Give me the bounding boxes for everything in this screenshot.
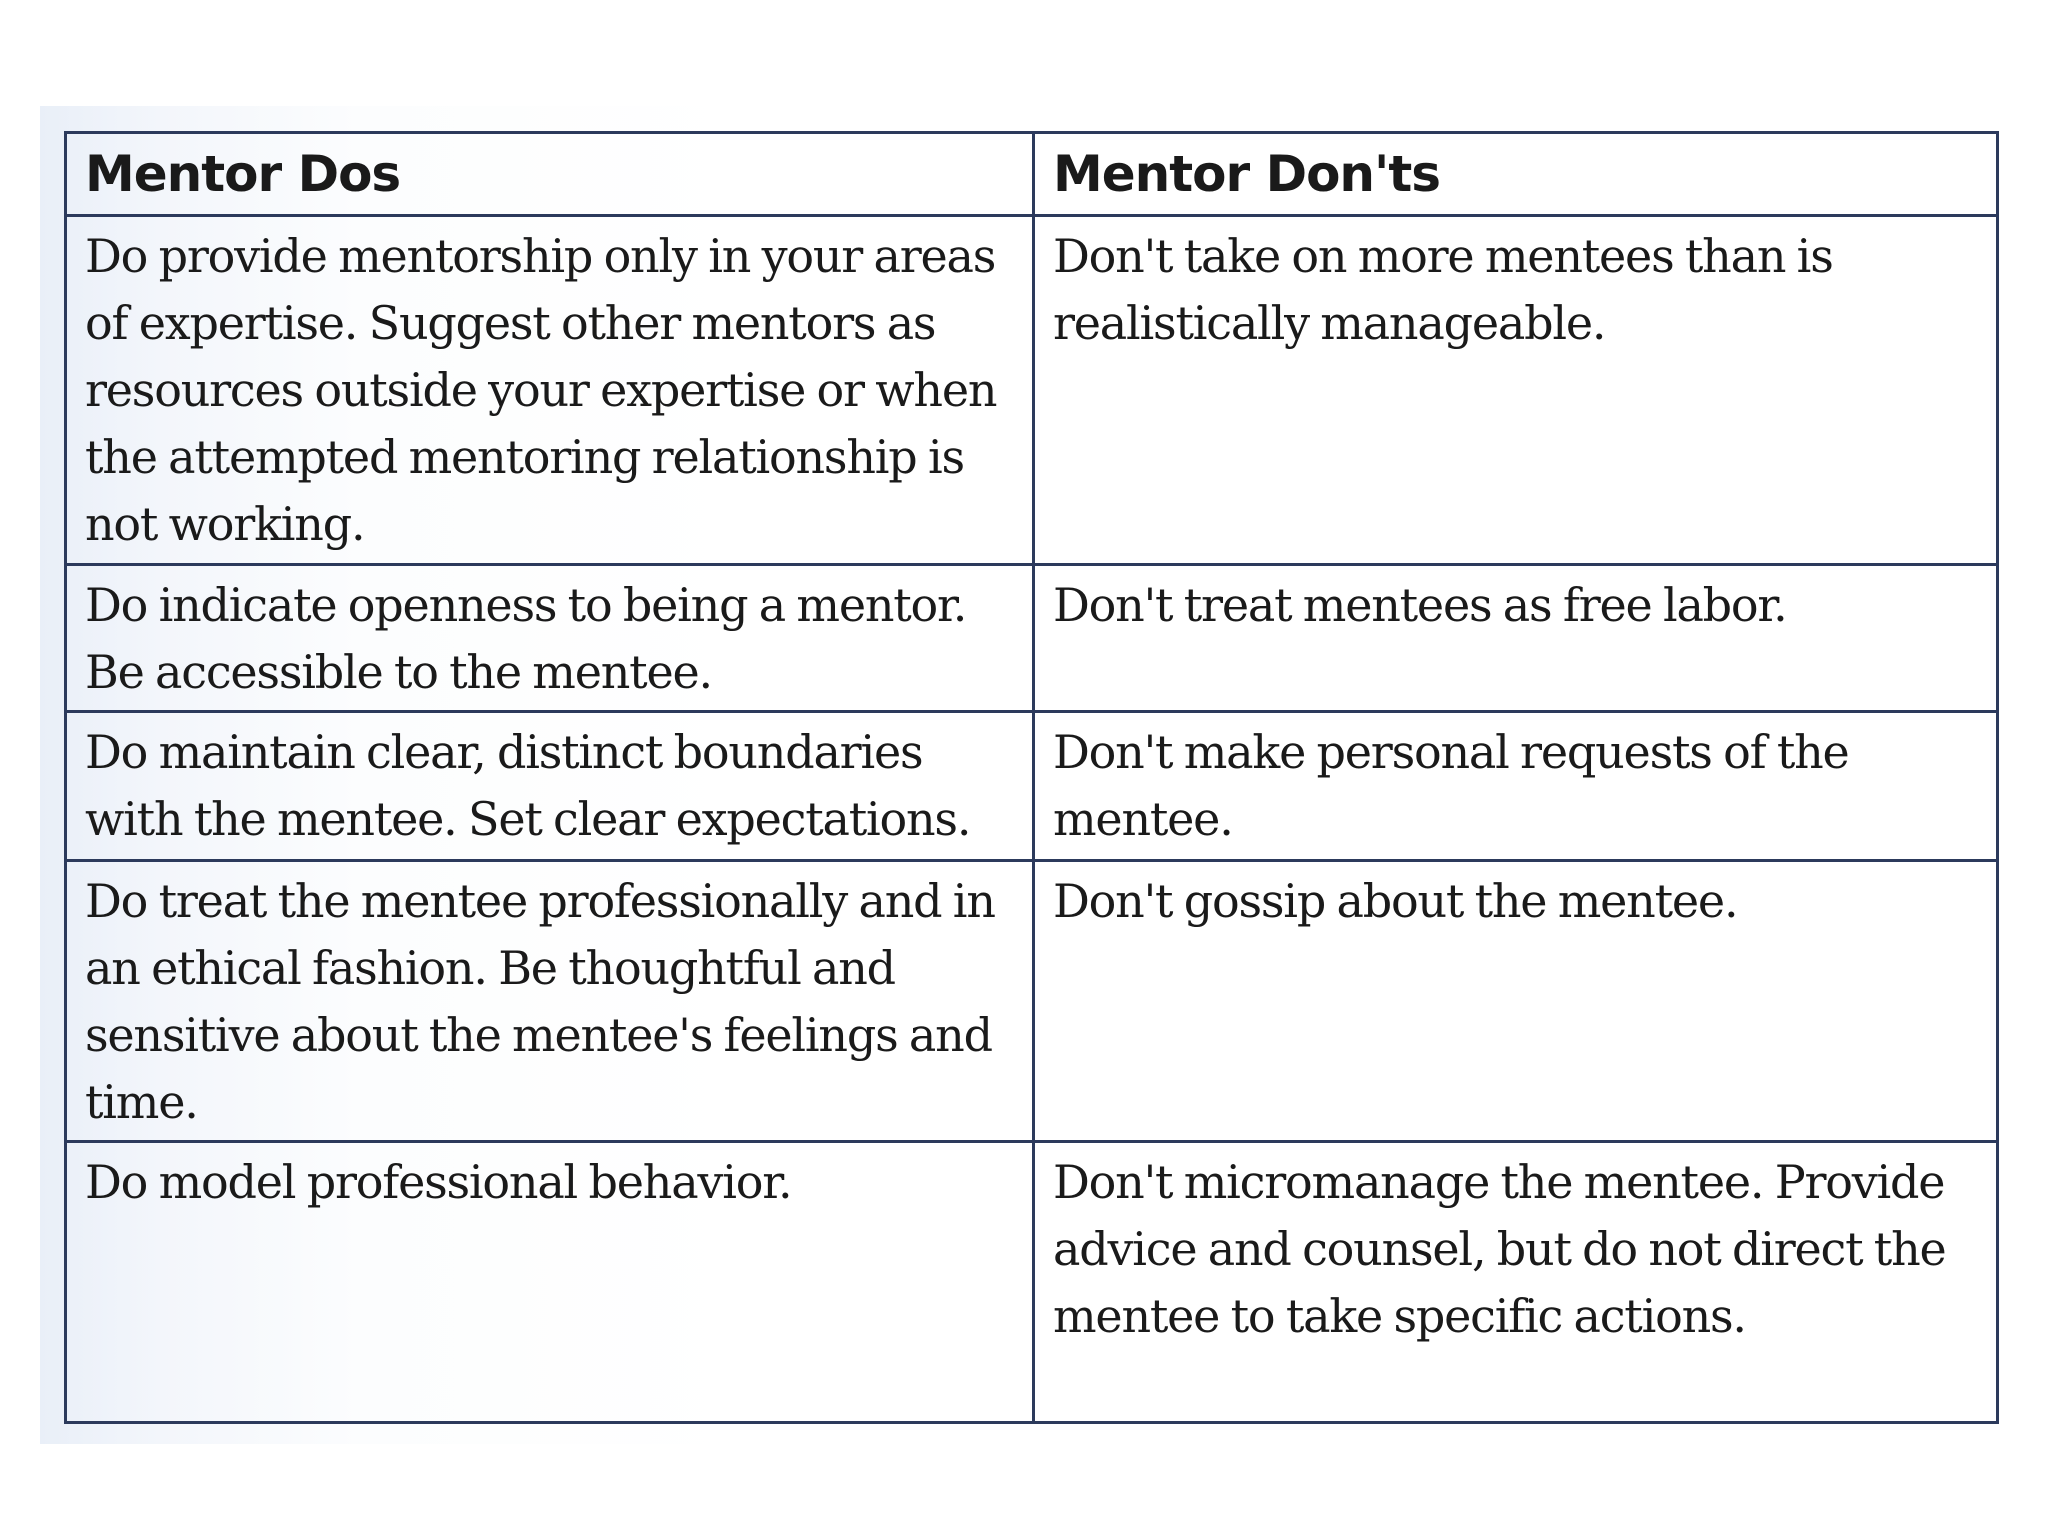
table-row (66, 712, 1998, 861)
table-row (66, 1142, 1998, 1423)
table-row (66, 216, 1998, 565)
do-cell: Do maintain clear, distinct boundaries with the mentee. Set clear expectations. (66, 712, 1034, 861)
table-row (66, 861, 1998, 1142)
do-cell: Do treat the mentee professionally and in an ethical fashion. Be thoughtful and sensitive about the mentee's feelings and time. (66, 861, 1034, 1142)
header-row (66, 133, 1998, 216)
do-cell: Do model professional behavior. (66, 1142, 1034, 1423)
header-mentor-donts: Mentor Don'ts (1034, 133, 1998, 216)
dont-cell: Don't gossip about the mentee. (1034, 861, 1998, 1142)
do-cell: Do indicate openness to being a mentor. Be accessible to the mentee. (66, 565, 1034, 712)
table-row (66, 565, 1998, 712)
dont-cell: Don't take on more mentees than is realistically manageable. (1034, 216, 1998, 565)
dont-cell: Don't micromanage the mentee. Provide advice and counsel, but do not direct the mentee to take specific actions. (1034, 1142, 1998, 1423)
do-cell: Do provide mentorship only in your areas of expertise. Suggest other mentors as resources outside your expertise or when the attempted mentoring relationship is not working. (66, 216, 1034, 565)
dont-cell: Don't treat mentees as free labor. (1034, 565, 1998, 712)
header-mentor-dos: Mentor Dos (66, 133, 1034, 216)
mentor-dos-donts-table (64, 131, 1999, 1424)
dont-cell: Don't make personal requests of the mentee. (1034, 712, 1998, 861)
